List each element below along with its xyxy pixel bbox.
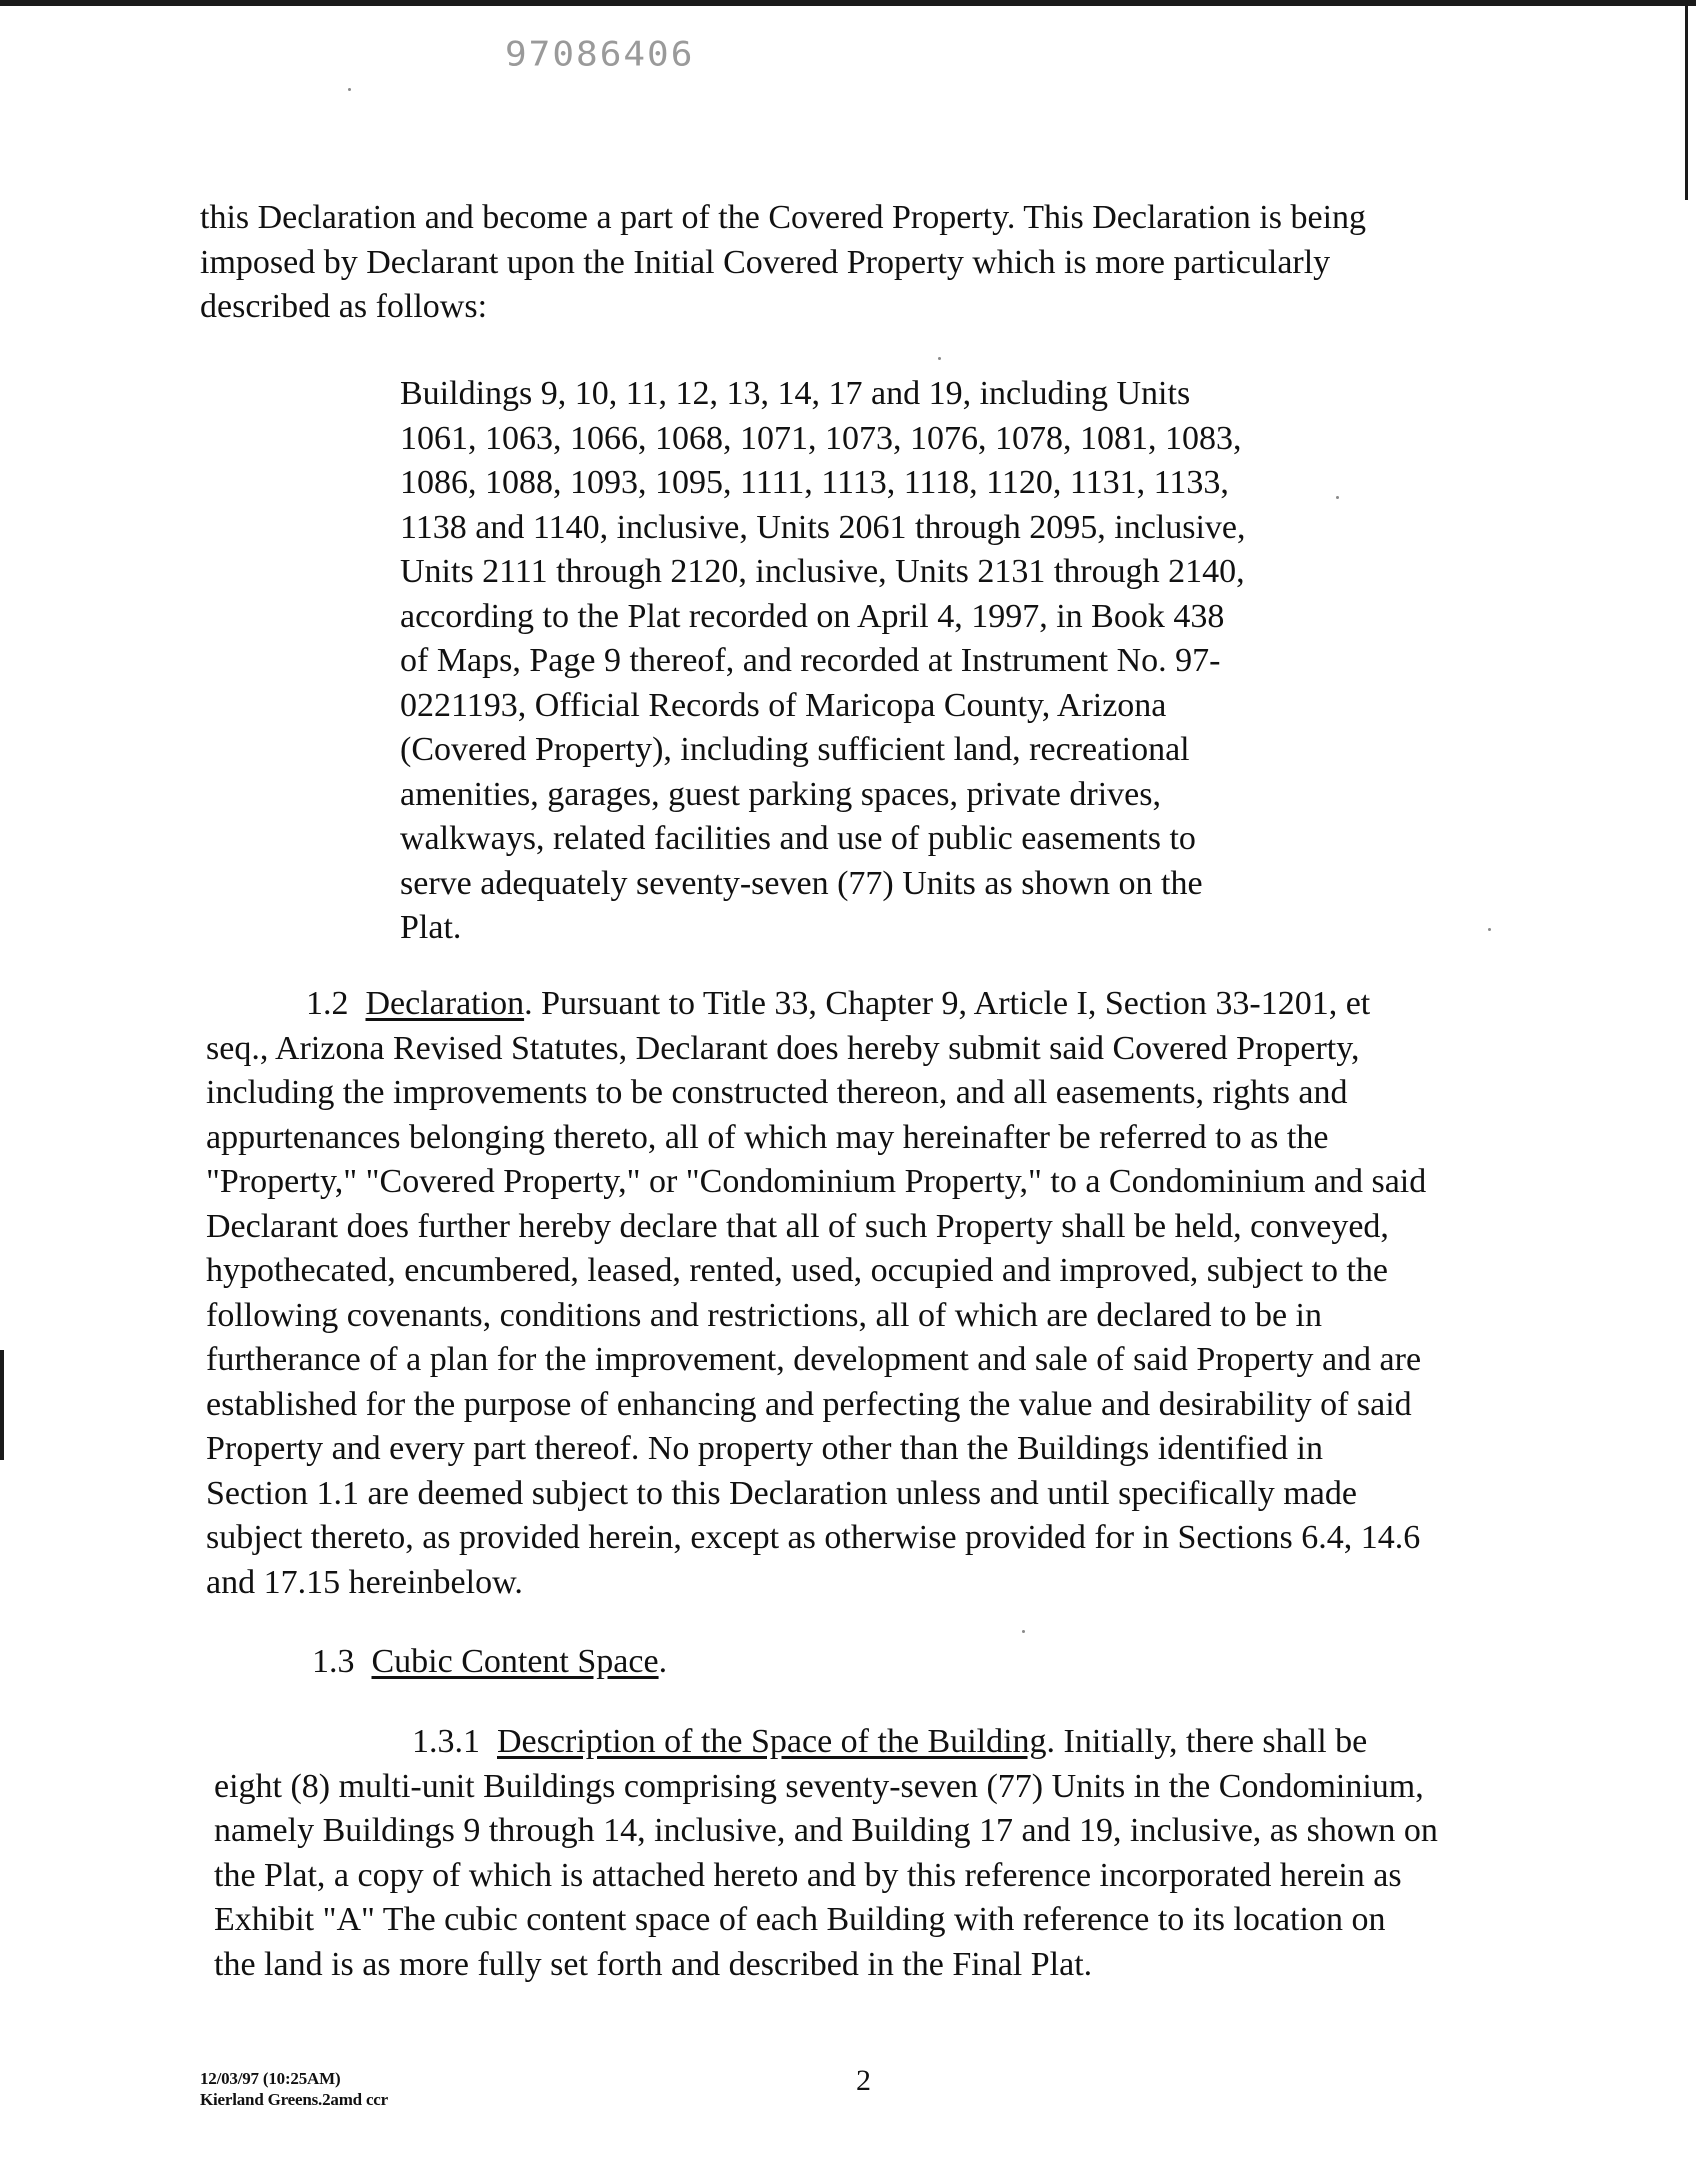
text-line: established for the purpose of enhancing and perfecting the value and desirability of said bbox=[206, 1385, 1412, 1423]
text-line: Declarant does further hereby declare that all of such Property shall be held, conveyed, bbox=[206, 1207, 1389, 1245]
text-line: walkways, related facilities and use of public easements to bbox=[400, 820, 1196, 857]
text-line: hypothecated, encumbered, leased, rented, used, occupied and improved, subject to the bbox=[206, 1252, 1389, 1289]
text-line: amenities, garages, guest parking spaces, private drives, bbox=[400, 775, 1161, 813]
text-line: eight (8) multi-unit Buildings comprising seventy-seven (77) Units in the Condominium, bbox=[214, 1767, 1424, 1805]
text-line: including the improvements to be constructed thereon, and all easements, rights and bbox=[206, 1074, 1348, 1111]
section-heading: Declaration bbox=[365, 985, 525, 1022]
section-heading: Cubic Content Space bbox=[371, 1643, 659, 1680]
text-line: appurtenances belonging thereto, all of which may hereinafter be referred to as the bbox=[206, 1118, 1329, 1156]
section-1-3-1-paragraph bbox=[214, 1720, 1438, 1987]
text-line: furtherance of a plan for the improvement, development and sale of said Property and are bbox=[206, 1341, 1422, 1378]
recording-stamp: 97086406 bbox=[505, 35, 695, 74]
scan-speck bbox=[938, 357, 941, 360]
text-line: following covenants, conditions and restrictions, all of which are declared to be in bbox=[206, 1296, 1323, 1334]
scan-speck bbox=[1336, 496, 1339, 499]
text-line: according to the Plat recorded on April 4, 1997, in Book 438 bbox=[400, 597, 1225, 635]
legal-description-block bbox=[400, 372, 1246, 951]
text-line: 1086, 1088, 1093, 1095, 1111, 1113, 1118, 1120, 1131, 1133, bbox=[400, 464, 1229, 501]
text-line: seq., Arizona Revised Statutes, Declarant does hereby submit said Covered Property, bbox=[206, 1029, 1360, 1067]
text-line: 0221193, Official Records of Maricopa County, Arizona bbox=[400, 686, 1167, 724]
text-line: namely Buildings 9 through 14, inclusive, and Building 17 and 19, inclusive, as shown on bbox=[214, 1812, 1438, 1849]
footer-info bbox=[200, 2068, 388, 2110]
footer-date: 12/03/97 (10:25AM) bbox=[200, 2069, 341, 2088]
footer-filename: Kierland Greens.2amd ccr bbox=[200, 2090, 388, 2109]
text-line: described as follows: bbox=[200, 288, 488, 325]
text-line: the Plat, a copy of which is attached hereto and by this reference incorporated herein as bbox=[214, 1856, 1402, 1894]
text-line: subject thereto, as provided herein, except as otherwise provided for in Sections 6.4, 14.6 bbox=[206, 1519, 1421, 1556]
text-run: . Pursuant to Title 33, Chapter 9, Article I, Section 33-1201, et bbox=[524, 985, 1371, 1022]
scan-speck bbox=[1488, 928, 1491, 931]
text-line: Plat. bbox=[400, 909, 462, 946]
section-1-3-line bbox=[312, 1640, 667, 1685]
text-line: Section 1.1 are deemed subject to this Declaration unless and until specifically made bbox=[206, 1474, 1357, 1512]
text-line: the land is as more fully set forth and described in the Final Plat. bbox=[214, 1945, 1093, 1983]
section-1-3-1-first-line bbox=[214, 1720, 1438, 1765]
text-line: and 17.15 hereinbelow. bbox=[206, 1563, 523, 1601]
text-line: 1061, 1063, 1066, 1068, 1071, 1073, 1076, 1078, 1081, 1083, bbox=[400, 419, 1242, 457]
text-line: 1138 and 1140, inclusive, Units 2061 through 2095, inclusive, bbox=[400, 508, 1246, 546]
section-number: 1.3 bbox=[312, 1643, 355, 1680]
text-line: serve adequately seventy-seven (77) Units as shown on the bbox=[400, 864, 1203, 902]
text-line: Buildings 9, 10, 11, 12, 13, 14, 17 and 19, including Units bbox=[400, 375, 1191, 412]
section-number: 1.3.1 bbox=[412, 1723, 480, 1760]
text-line: of Maps, Page 9 thereof, and recorded at Instrument No. 97- bbox=[400, 642, 1221, 679]
intro-paragraph bbox=[200, 196, 1366, 330]
text-line: (Covered Property), including sufficient land, recreational bbox=[400, 731, 1190, 768]
page-number: 2 bbox=[856, 2064, 871, 2097]
text-line: this Declaration and become a part of the Covered Property. This Declaration is being bbox=[200, 199, 1367, 236]
scan-top-border bbox=[0, 0, 1696, 6]
scan-right-border bbox=[1685, 0, 1688, 200]
scan-left-mark bbox=[0, 1350, 4, 1460]
text-line: Units 2111 through 2120, inclusive, Units 2131 through 2140, bbox=[400, 553, 1245, 590]
section-number: 1.2 bbox=[306, 985, 349, 1022]
text-line: "Property," "Covered Property," or "Condominium Property," to a Condominium and said bbox=[206, 1163, 1427, 1200]
scan-speck bbox=[1022, 1630, 1025, 1633]
text-run: . bbox=[658, 1643, 668, 1680]
text-line: imposed by Declarant upon the Initial Covered Property which is more particularly bbox=[200, 243, 1331, 281]
section-heading: Description of the Space of the Building bbox=[497, 1723, 1047, 1760]
section-1-2-paragraph bbox=[206, 982, 1426, 1605]
section-1-3-heading bbox=[312, 1640, 667, 1685]
text-run: . Initially, there shall be bbox=[1046, 1723, 1368, 1760]
text-line: Exhibit "A" The cubic content space of each Building with reference to its location on bbox=[214, 1901, 1386, 1938]
scan-speck bbox=[348, 88, 351, 91]
section-1-2-first-line bbox=[206, 982, 1426, 1027]
text-line: Property and every part thereof. No property other than the Buildings identified in bbox=[206, 1430, 1323, 1467]
